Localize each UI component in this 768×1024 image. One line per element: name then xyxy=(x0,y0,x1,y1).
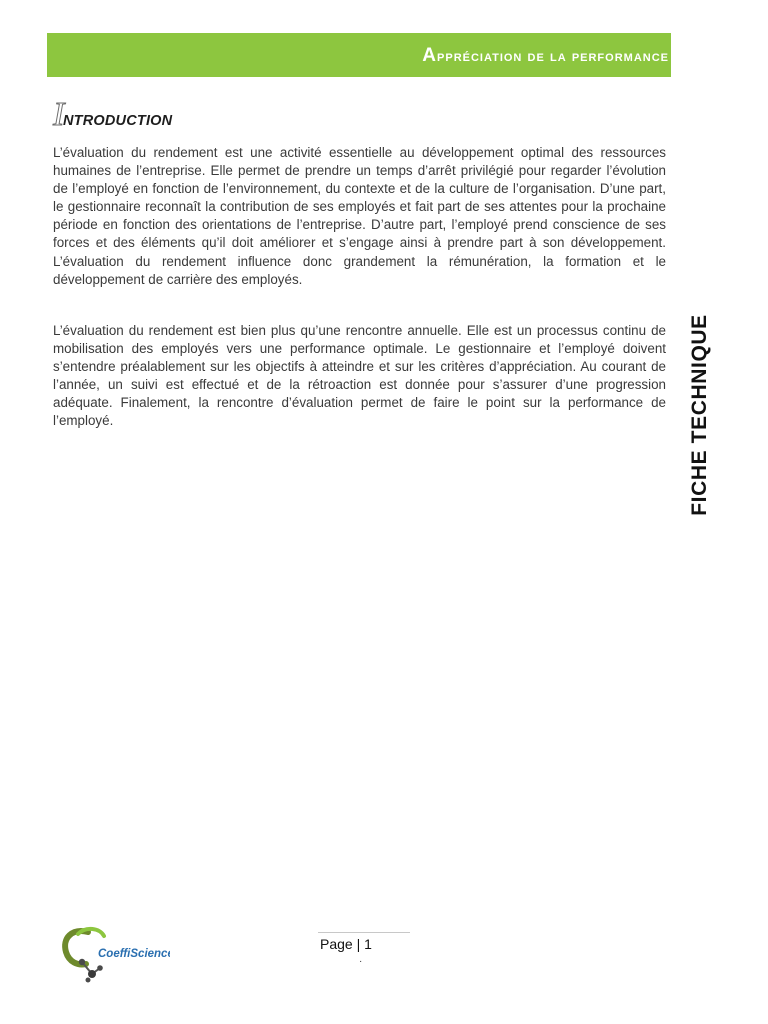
title-rest: ppréciation de la performance xyxy=(437,48,669,65)
footer-mark: · xyxy=(359,956,363,967)
footer-divider xyxy=(318,932,410,933)
drop-cap-letter: I xyxy=(53,96,65,133)
logo-text: CoeffiScience xyxy=(98,948,170,960)
side-label xyxy=(688,295,712,535)
page-number: Page | 1 xyxy=(320,936,372,952)
intro-paragraph-1: L’évaluation du rendement est une activité essentielle au développement optimal des ressources humaines de l’entreprise. Elle permet de prendre un temps d’arrêt privilégié pour regarder l’évolution de l’employé en fonction de l’environnement, du contexte et de la culture de l’organisation. D’une part, le gestionnaire reconnaît la contribution de ses employés et fait part de ses attentes pour la prochaine période en fonction des orientations de l’entreprise. D’autre part, l’employé prend conscience de ses forces et des éléments qu’il doit améliorer et s’engage ainsi à prendre part à son développement. L’évaluation du rendement influence donc grandement la rémunération, la formation et le développement de carrière des employés. xyxy=(53,145,666,287)
coeffiscience-logo-icon xyxy=(60,922,170,986)
side-label-text: FICHE TECHNIQUE xyxy=(688,314,711,516)
company-logo xyxy=(60,922,170,986)
header-bar xyxy=(47,33,671,77)
title-initial: A xyxy=(422,45,438,66)
intro-paragraph-2: L’évaluation du rendement est bien plus qu’une rencontre annuelle. Elle est un processus continu de mobilisation des employés vers une performance optimale. Le gestionnaire et l’employé doivent s’entendre préalablement sur les objectifs à atteindre et sur les critères d’appréciation. Au courant de l’année, un suivi est effectué et de la rétroaction est donnée pour s’assurer d’une progression adéquate. Finalement, la rencontre d’évaluation permet de faire le point sur la performance de l’employé. xyxy=(53,323,666,429)
document-title xyxy=(422,45,669,67)
section-heading-text: NTRODUCTION xyxy=(63,113,173,129)
section-heading xyxy=(53,96,353,133)
